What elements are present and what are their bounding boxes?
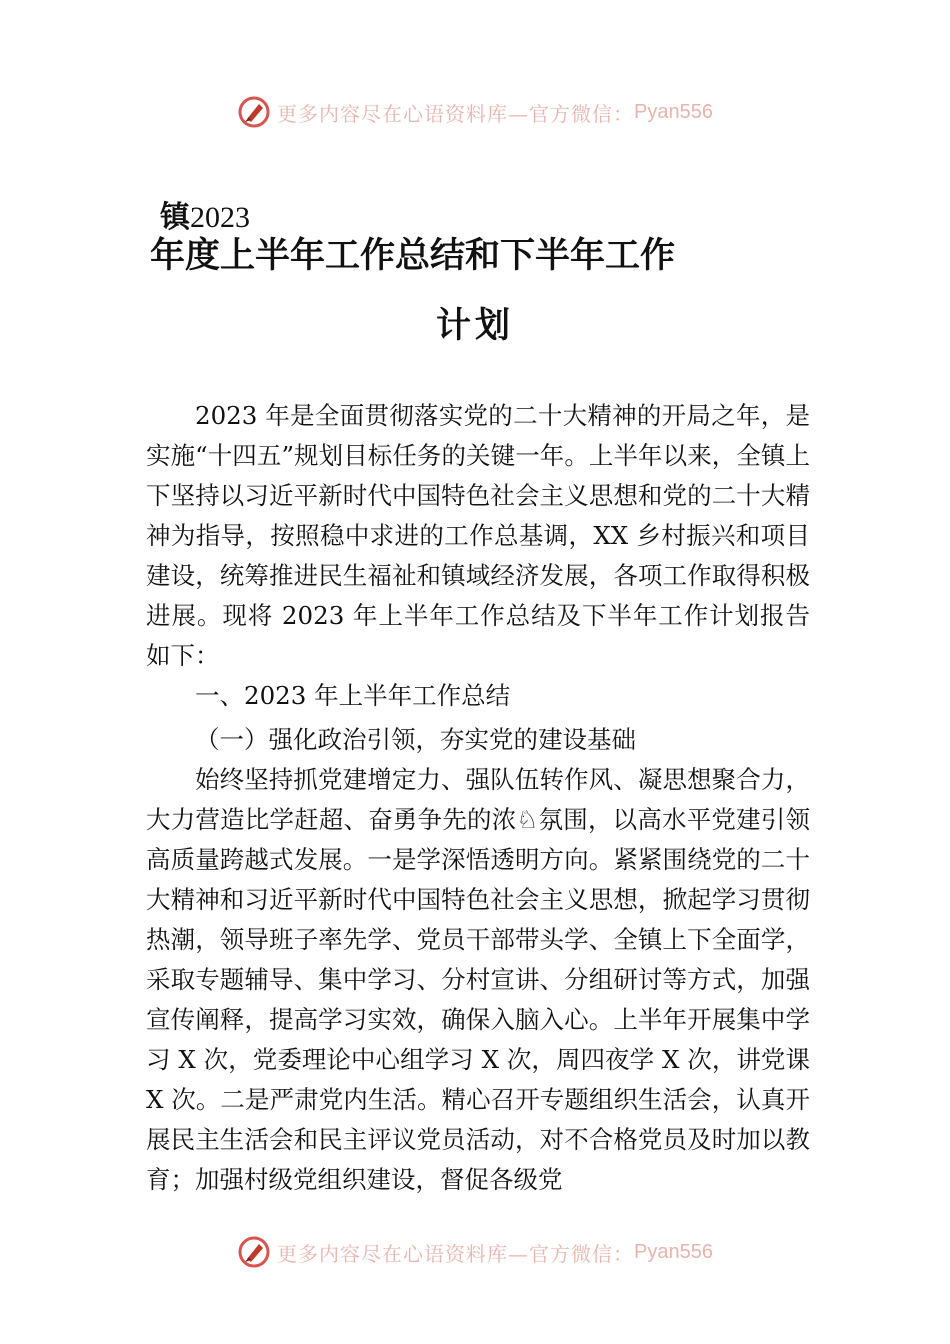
paragraph-intro: 2023 年是全面贯彻落实党的二十大精神的开局之年，是实施“十四五”规划目标任务的关键一年。上半年以来，全镇上下坚持以习近平新时代中国特色社会主义思想和党的二十大精神为指导，按照稳中求进的工作总基调，XX 乡村振兴和项目建设，统筹推进民生福祉和镇域经济发展，各项工作取得积极进展。现将 2023 年上半年工作总结及下半年工作计划报告如下： xyxy=(146,401,810,670)
watermark-header xyxy=(0,92,950,132)
section-heading-1: 一、2023 年上半年工作总结 xyxy=(195,681,511,710)
subsection-heading-1: （一）强化政治引领，夯实党的建设基础 xyxy=(195,725,636,754)
title-prefix-year: 2023 xyxy=(190,201,250,234)
document-title-line2: 计划 xyxy=(435,305,514,346)
watermark-text: 更多内容尽在心语资料库—官方微信： xyxy=(277,101,635,126)
document-body xyxy=(146,396,810,1200)
paragraph-party-building: 始终坚持抓党建增定力、强队伍转作风、凝思想聚合力，大力营造比学赶超、奋勇争先的浓♘氛围，以高水平党建引领高质量跨越式发展。一是学深悟透明方向。紧紧围绕党的二十大精神和习近平新时代中国特色社会主义思想，掀起学习贯彻热潮，领导班子率先学、党员干部带头学、全镇上下全面学，采取专题辅导、集中学习、分村宣讲、分组研讨等方式，加强宣传阐释，提高学习实效，确保入脑入心。上半年开展集中学习 X 次，党委理论中心组学习 X 次，周四夜学 X 次，讲党课 X 次。二是严肃党内生活。精心召开专题组织生活会，认真开展民主生活会和民主评议党员活动，对不合格党员及时加以教育；加强村级党组织建设，督促各级党 xyxy=(146,765,810,1194)
watermark-wechat-id: Pyan556 xyxy=(634,1240,713,1263)
watermark-text: 更多内容尽在心语资料库—官方微信： xyxy=(277,1241,635,1266)
title-prefix-town: 镇 xyxy=(160,200,190,235)
pen-nib-logo-icon xyxy=(237,1235,271,1269)
watermark-footer xyxy=(0,1232,950,1272)
document-title-line1: 年度上半年工作总结和下半年工作 xyxy=(150,235,676,276)
pen-nib-logo-icon xyxy=(237,95,271,129)
watermark-wechat-id: Pyan556 xyxy=(634,100,713,123)
